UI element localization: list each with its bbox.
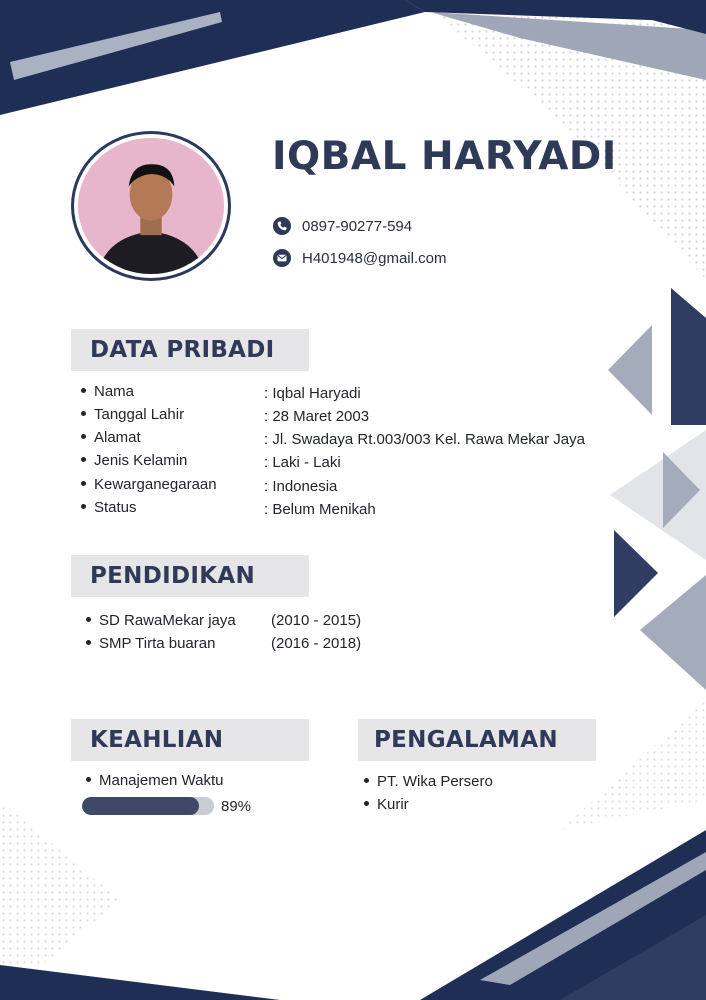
education-item xyxy=(86,635,215,652)
data-row-tanggal-lahir xyxy=(81,406,184,423)
phone-number[interactable]: 0897-90277-594 xyxy=(302,217,413,235)
education-years: (2010 - 2015) xyxy=(271,612,362,629)
mail-icon xyxy=(273,249,291,267)
education-school: SMP Tirta buaran xyxy=(99,635,216,652)
section-heading-data-pribadi: DATA PRIBADI xyxy=(71,329,309,371)
data-row-jenis-kelamin xyxy=(81,452,187,469)
data-value-alamat: : Jl. Swadaya Rt.003/003 Kel. Rawa Mekar Jaya xyxy=(264,431,585,448)
profile-photo xyxy=(71,131,231,281)
skill-progress-fill xyxy=(82,797,199,815)
education-item xyxy=(86,612,236,629)
section-heading-keahlian: KEAHLIAN xyxy=(71,719,309,761)
data-row-alamat xyxy=(81,429,141,446)
education-years: (2016 - 2018) xyxy=(271,635,362,652)
data-row-nama xyxy=(81,383,134,400)
data-label: Nama xyxy=(94,383,135,400)
section-heading-pengalaman: PENGALAMAN xyxy=(358,719,596,761)
experience-item xyxy=(364,796,409,813)
skill-name: Manajemen Waktu xyxy=(99,772,224,789)
data-value-nama: : Iqbal Haryadi xyxy=(264,385,361,402)
education-school: SD RawaMekar jaya xyxy=(99,612,236,629)
experience-item xyxy=(364,773,493,790)
data-value-tanggal-lahir: : 28 Maret 2003 xyxy=(264,408,370,425)
data-row-kewarganegaraan xyxy=(81,476,217,493)
data-label: Kewarganegaraan xyxy=(94,476,217,493)
phone-icon xyxy=(273,217,291,235)
email-address[interactable]: H401948@gmail.com xyxy=(302,249,447,267)
experience-label: Kurir xyxy=(377,796,409,813)
skill-item xyxy=(86,772,224,789)
data-row-status xyxy=(81,499,137,516)
data-value-jenis-kelamin: : Laki - Laki xyxy=(264,454,341,471)
data-label: Tanggal Lahir xyxy=(94,406,185,423)
data-label: Alamat xyxy=(94,429,141,446)
section-heading-pendidikan: PENDIDIKAN xyxy=(71,555,309,597)
skill-progress-bar xyxy=(82,797,214,815)
data-label: Status xyxy=(94,499,137,516)
data-value-status: : Belum Menikah xyxy=(264,501,376,518)
contact-phone xyxy=(273,217,412,235)
skill-percent: 89% xyxy=(221,798,252,815)
contact-email xyxy=(273,249,446,267)
full-name: IQBAL HARYADI xyxy=(272,134,617,179)
avatar xyxy=(78,138,224,274)
data-value-kewarganegaraan: : Indonesia xyxy=(264,478,338,495)
experience-label: PT. Wika Persero xyxy=(377,773,493,790)
data-label: Jenis Kelamin xyxy=(94,452,188,469)
